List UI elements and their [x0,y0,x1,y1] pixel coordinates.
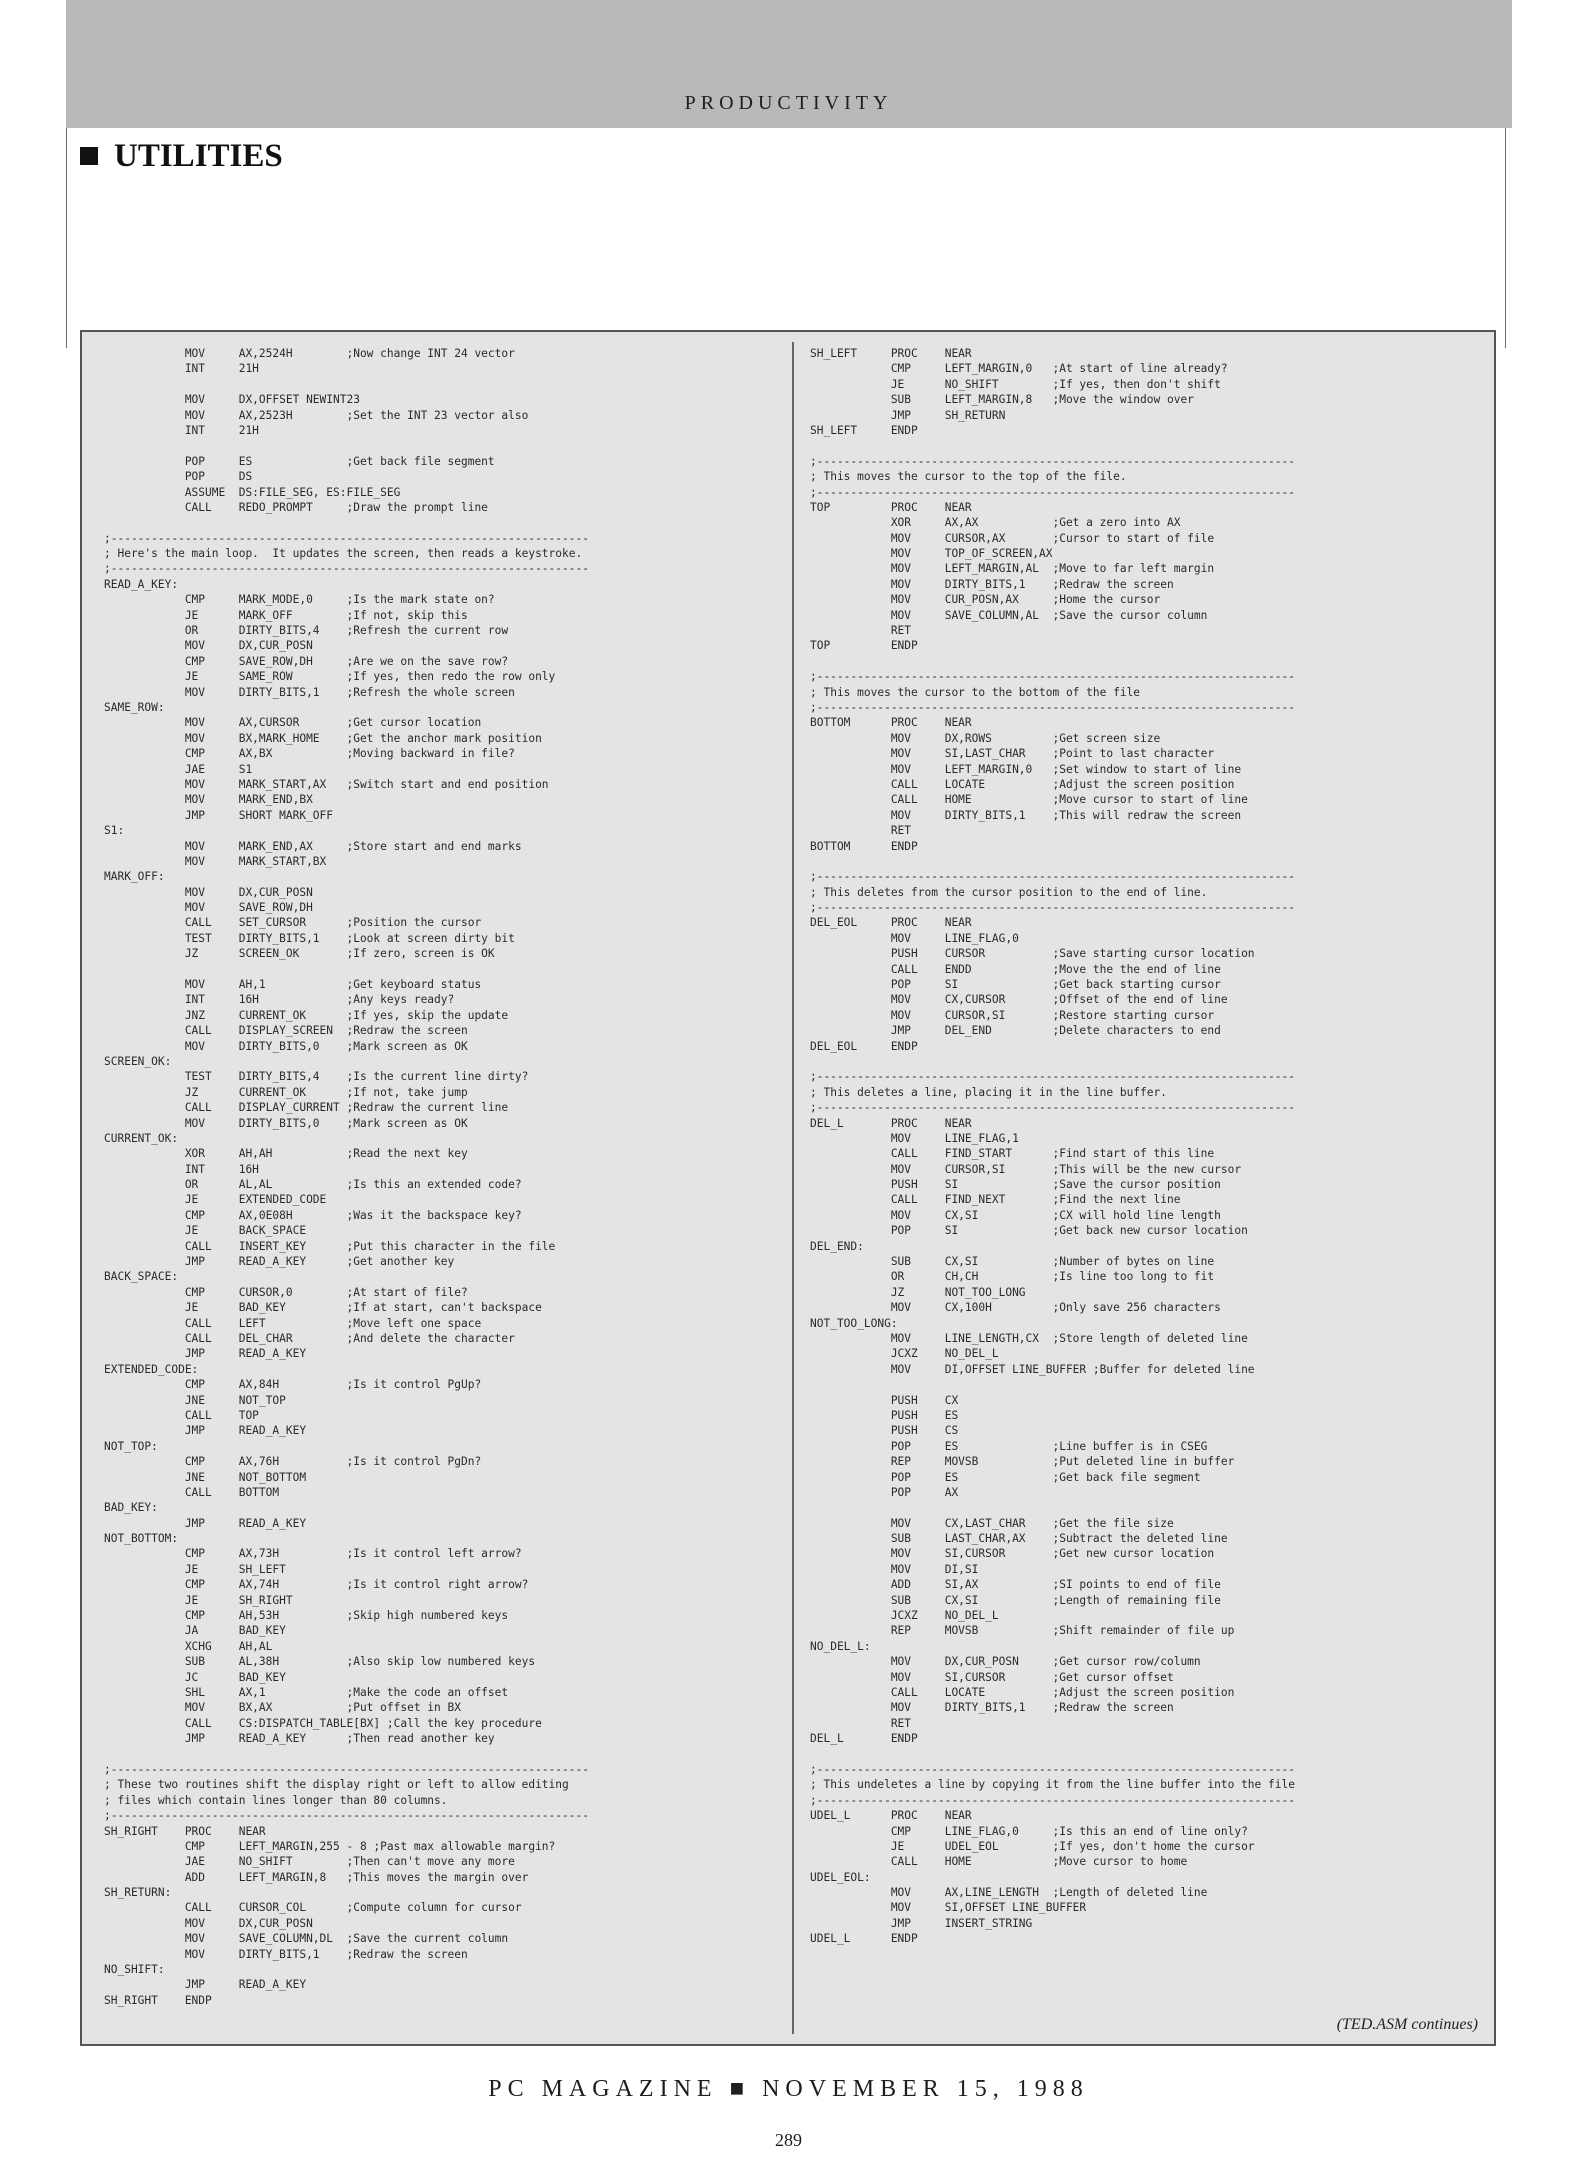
code-line: JMP SH_RETURN [810,408,1006,422]
code-line: MOV LINE_FLAG,0 [810,931,1019,945]
code-line: ; These two routines shift the display right or left to allow editing [104,1778,569,1792]
code-line: MOV DX,CUR_POSN [104,639,313,653]
code-line: CALL HOME ;Move cursor to home [810,1855,1188,1869]
code-line: CALL BOTTOM [104,1485,280,1499]
code-line: POP ES ;Get back file segment [810,1470,1201,1484]
code-line: MOV LINE_FLAG,1 [810,1131,1019,1145]
code-line [810,1500,1478,1515]
code-line: MOV AX,CURSOR ;Get cursor location [104,716,482,730]
code-line: MOV CX,SI ;CX will hold line length [810,1208,1221,1222]
code-line: JCXZ NO_DEL_L [810,1347,999,1361]
code-line: INT 21H [104,362,259,376]
code-line: SUB AL,38H ;Also skip low numbered keys [104,1655,536,1669]
code-line: ; files which contain lines longer than 80 columns. [104,1793,448,1807]
code-line: MOV BX,AX ;Put offset in BX [104,1701,461,1715]
code-line: TOP PROC NEAR [810,500,972,514]
code-line: ;----------------------------------------------------------------------- [810,670,1295,684]
code-line: UDEL_L ENDP [810,1932,918,1946]
code-line: JE SH_RIGHT [104,1593,293,1607]
code-line: MOV DI,OFFSET LINE_BUFFER ;Buffer for deleted line [810,1362,1255,1376]
code-line: SH_LEFT PROC NEAR [810,347,972,360]
code-line: MOV CURSOR,AX ;Cursor to start of file [810,531,1215,545]
code-line: PUSH SI ;Save the cursor position [810,1178,1221,1192]
code-line: ;----------------------------------------------------------------------- [810,485,1295,499]
code-line [810,438,1478,453]
code-line: MOV SI,OFFSET LINE_BUFFER [810,1901,1087,1915]
code-line: MOV DIRTY_BITS,1 ;This will redraw the screen [810,808,1242,822]
code-line: NO_SHIFT: [104,1963,165,1977]
code-line: SH_RIGHT ENDP [104,1993,212,2007]
page-frame-right [1505,128,1506,348]
code-line: JMP SHORT MARK_OFF [104,808,334,822]
code-line: JZ NOT_TOO_LONG [810,1285,1026,1299]
code-line: JE SH_LEFT [104,1562,286,1576]
code-line: XCHG AH,AL [104,1639,273,1653]
code-line: NOT_TOP: [104,1439,158,1453]
code-line: XOR AH,AH ;Read the next key [104,1147,468,1161]
code-line: ;----------------------------------------------------------------------- [810,1793,1295,1807]
code-line [104,515,772,530]
code-line: JAE NO_SHIFT ;Then can't move any more [104,1855,515,1869]
code-line: CMP AX,73H ;Is it control left arrow? [104,1547,522,1561]
code-line: EXTENDED_CODE: [104,1362,199,1376]
code-line: CMP AX,74H ;Is it control right arrow? [104,1578,529,1592]
code-line: INT 16H ;Any keys ready? [104,993,455,1007]
code-line: DEL_END: [810,1239,864,1253]
code-line: ;----------------------------------------------------------------------- [810,870,1295,884]
code-line: JZ SCREEN_OK ;If zero, screen is OK [104,947,495,961]
code-line: SHL AX,1 ;Make the code an offset [104,1685,509,1699]
code-line: PUSH CX [810,1393,959,1407]
code-line: OR AL,AL ;Is this an extended code? [104,1178,522,1192]
code-line: SUB CX,SI ;Number of bytes on line [810,1255,1215,1269]
code-line: MOV DX,CUR_POSN [104,885,313,899]
code-listing [80,330,1496,2046]
code-line: JMP INSERT_STRING [810,1916,1033,1930]
code-line: MOV MARK_END,BX [104,793,313,807]
code-line: ; This deletes a line, placing it in the line buffer. [810,1085,1167,1099]
heading-text: UTILITIES [114,137,283,174]
code-line: CURRENT_OK: [104,1131,179,1145]
code-line: MOV TOP_OF_SCREEN,AX [810,547,1053,561]
code-line: SUB LAST_CHAR,AX ;Subtract the deleted line [810,1532,1228,1546]
code-line: TEST DIRTY_BITS,1 ;Look at screen dirty bit [104,931,515,945]
code-line [104,962,772,977]
code-line: DEL_EOL ENDP [810,1039,918,1053]
code-line: SAME_ROW: [104,700,165,714]
code-line: DEL_EOL PROC NEAR [810,916,972,930]
code-line: MOV CX,LAST_CHAR ;Get the file size [810,1516,1174,1530]
code-line: MOV CX,100H ;Only save 256 characters [810,1301,1221,1315]
code-line [810,854,1478,869]
code-line: ; This undeletes a line by copying it from the line buffer into the file [810,1778,1295,1792]
code-line: ADD SI,AX ;SI points to end of file [810,1578,1221,1592]
code-line: MOV SI,CURSOR ;Get new cursor location [810,1547,1215,1561]
code-line: CALL LOCATE ;Adjust the screen position [810,1685,1235,1699]
code-line: ;----------------------------------------------------------------------- [810,1101,1295,1115]
code-line: ; This moves the cursor to the bottom of the file [810,685,1141,699]
code-line: MOV DIRTY_BITS,1 ;Refresh the whole screen [104,685,515,699]
code-line: CALL CS:DISPATCH_TABLE[BX] ;Call the key procedure [104,1716,542,1730]
code-line: CALL DISPLAY_CURRENT ;Redraw the current line [104,1101,509,1115]
code-line: JC BAD_KEY [104,1670,286,1684]
code-line: READ_A_KEY: [104,577,179,591]
code-line: JMP READ_A_KEY [104,1347,307,1361]
code-line: CALL DISPLAY_SCREEN ;Redraw the screen [104,1024,468,1038]
code-line: JMP READ_A_KEY [104,1516,307,1530]
code-line: MOV LINE_LENGTH,CX ;Store length of deleted line [810,1332,1248,1345]
code-line: ;----------------------------------------------------------------------- [104,562,589,576]
code-line: SUB LEFT_MARGIN,8 ;Move the window over [810,393,1194,407]
code-line: CMP LEFT_MARGIN,255 - 8 ;Past max allowable margin? [104,1839,556,1853]
code-line: REP MOVSB ;Put deleted line in buffer [810,1455,1235,1469]
code-line: ;----------------------------------------------------------------------- [104,531,589,545]
code-line [810,654,1478,669]
code-line: ; This deletes from the cursor position to the end of line. [810,885,1208,899]
code-line: JE UDEL_EOL ;If yes, don't home the cursor [810,1839,1255,1853]
code-line: MOV MARK_END,AX ;Store start and end marks [104,839,522,853]
code-line: CALL LEFT ;Move left one space [104,1316,482,1330]
code-line: MOV CURSOR,SI ;Restore starting cursor [810,1008,1215,1022]
continues-note: (TED.ASM continues) [1336,2016,1478,2033]
code-line: CALL LOCATE ;Adjust the screen position [810,777,1235,791]
code-line: BAD_KEY: [104,1501,158,1515]
code-line: POP ES ;Line buffer is in CSEG [810,1439,1208,1453]
code-line: ; Here's the main loop. It updates the screen, then reads a keystroke. [104,547,583,561]
code-line: POP DS [104,470,253,484]
code-line: MOV CURSOR,SI ;This will be the new cursor [810,1162,1242,1176]
code-line: JMP READ_A_KEY ;Then read another key [104,1732,495,1746]
code-line: PUSH CS [810,1424,959,1438]
code-line: JMP DEL_END ;Delete characters to end [810,1024,1221,1038]
code-line: MOV MARK_START,BX [104,854,327,868]
footer-publication: PC MAGAZINE ■ NOVEMBER 15, 1988 [488,2076,1089,2102]
code-line: MOV DIRTY_BITS,1 ;Redraw the screen [810,1701,1174,1715]
code-line: JA BAD_KEY [104,1624,286,1638]
code-line: BOTTOM PROC NEAR [810,716,972,730]
page-frame-left [66,128,67,348]
code-line: XOR AX,AX ;Get a zero into AX [810,516,1181,530]
code-line: CALL ENDD ;Move the the end of line [810,962,1221,976]
code-line: MOV CUR_POSN,AX ;Home the cursor [810,593,1161,607]
code-line: MOV DIRTY_BITS,1 ;Redraw the screen [104,1947,468,1961]
code-line: ;----------------------------------------------------------------------- [810,700,1295,714]
code-line: POP AX [810,1485,959,1499]
code-line: SH_RETURN: [104,1886,172,1900]
code-line: JE EXTENDED_CODE [104,1193,327,1207]
code-line: POP ES ;Get back file segment [104,454,495,468]
code-line: MOV SI,LAST_CHAR ;Point to last character [810,747,1215,761]
code-line: CMP AX,84H ;Is it control PgUp? [104,1378,482,1392]
code-line: CMP LEFT_MARGIN,0 ;At start of line already? [810,362,1228,376]
code-line: MOV DX,OFFSET NEWINT23 [104,393,360,407]
code-line: MOV SAVE_COLUMN,DL ;Save the current column [104,1932,509,1946]
code-line: SCREEN_OK: [104,1054,172,1068]
code-line: ;----------------------------------------------------------------------- [810,1070,1295,1084]
code-line: INT 16H [104,1162,259,1176]
code-line: UDEL_EOL: [810,1870,871,1884]
code-line: ADD LEFT_MARGIN,8 ;This moves the margin over [104,1870,529,1884]
code-line: JNE NOT_BOTTOM [104,1470,307,1484]
code-line: PUSH ES [810,1408,959,1422]
code-line: JNE NOT_TOP [104,1393,286,1407]
code-line: MOV AX,2523H ;Set the INT 23 vector also [104,408,529,422]
code-line: CALL CURSOR_COL ;Compute column for cursor [104,1901,522,1915]
code-line [104,1747,772,1762]
listing-left-column [104,346,772,2008]
code-line: JZ CURRENT_OK ;If not, take jump [104,1085,468,1099]
code-line: ; This moves the cursor to the top of the file. [810,470,1127,484]
code-line [810,1054,1478,1069]
code-line: CALL FIND_NEXT ;Find the next line [810,1193,1181,1207]
code-line: CMP AX,76H ;Is it control PgDn? [104,1455,482,1469]
code-line: MOV SI,CURSOR ;Get cursor offset [810,1670,1174,1684]
code-line: INT 21H [104,423,259,437]
code-line: MOV DX,CUR_POSN ;Get cursor row/column [810,1655,1201,1669]
code-line: SUB CX,SI ;Length of remaining file [810,1593,1221,1607]
code-line: JE BAD_KEY ;If at start, can't backspace [104,1301,542,1315]
code-line: MOV CX,CURSOR ;Offset of the end of line [810,993,1228,1007]
code-line: NOT_BOTTOM: [104,1532,179,1546]
code-line: CALL TOP [104,1408,259,1422]
code-line: CMP LINE_FLAG,0 ;Is this an end of line only? [810,1824,1248,1838]
code-line: DEL_L ENDP [810,1732,918,1746]
code-line: MOV AX,2524H ;Now change INT 24 vector [104,347,515,360]
code-line: RET [810,824,912,838]
code-line: MOV DX,CUR_POSN [104,1916,313,1930]
page-number: 289 [775,2130,802,2150]
code-line: JE NO_SHIFT ;If yes, then don't shift [810,377,1221,391]
code-line: TOP ENDP [810,639,918,653]
code-line: MOV DIRTY_BITS,1 ;Redraw the screen [810,577,1174,591]
code-line: ASSUME DS:FILE_SEG, ES:FILE_SEG [104,485,401,499]
code-line: RET [810,1716,912,1730]
bullet-square-icon [80,147,98,165]
code-line: ;----------------------------------------------------------------------- [810,454,1295,468]
code-line: POP SI ;Get back starting cursor [810,978,1221,992]
code-line [104,438,772,453]
code-line: PUSH CURSOR ;Save starting cursor location [810,947,1255,961]
code-line: MOV LEFT_MARGIN,0 ;Set window to start of line [810,762,1242,776]
code-line: SH_RIGHT PROC NEAR [104,1824,266,1838]
code-line: MOV SAVE_COLUMN,AL ;Save the cursor column [810,608,1208,622]
code-line: MARK_OFF: [104,870,165,884]
code-line: ;----------------------------------------------------------------------- [104,1762,589,1776]
code-line: JE MARK_OFF ;If not, skip this [104,608,468,622]
code-line: MOV MARK_START,AX ;Switch start and end position [104,777,549,791]
listing-right-column [810,346,1478,1947]
code-line: CALL REDO_PROMPT ;Draw the prompt line [104,500,488,514]
code-line: CALL FIND_START ;Find start of this line [810,1147,1215,1161]
code-line [810,1747,1478,1762]
code-line: OR CH,CH ;Is line too long to fit [810,1270,1215,1284]
code-line: UDEL_L PROC NEAR [810,1809,972,1823]
code-line: CMP CURSOR,0 ;At start of file? [104,1285,468,1299]
section-label: PRODUCTIVITY [684,92,893,114]
code-line: CMP MARK_MODE,0 ;Is the mark state on? [104,593,495,607]
code-line: CALL HOME ;Move cursor to start of line [810,793,1248,807]
code-line: BOTTOM ENDP [810,839,918,853]
code-line: ;----------------------------------------------------------------------- [810,1762,1295,1776]
code-line: OR DIRTY_BITS,4 ;Refresh the current row [104,624,509,638]
code-line: JAE S1 [104,762,253,776]
code-line: S1: [104,824,125,838]
code-line: MOV SAVE_ROW,DH [104,901,313,915]
code-line: MOV AH,1 ;Get keyboard status [104,978,482,992]
column-divider [792,342,794,2034]
code-line: MOV BX,MARK_HOME ;Get the anchor mark position [104,731,542,745]
code-line [810,1377,1478,1392]
code-line: POP SI ;Get back new cursor location [810,1224,1248,1238]
code-line: CMP SAVE_ROW,DH ;Are we on the save row? [104,654,509,668]
code-line: JE SAME_ROW ;If yes, then redo the row only [104,670,556,684]
code-line: MOV LEFT_MARGIN,AL ;Move to far left margin [810,562,1215,576]
code-line: JMP READ_A_KEY ;Get another key [104,1255,455,1269]
code-line: CALL DEL_CHAR ;And delete the character [104,1332,515,1345]
code-line: REP MOVSB ;Shift remainder of file up [810,1624,1235,1638]
code-line: JNZ CURRENT_OK ;If yes, skip the update [104,1008,509,1022]
code-line: TEST DIRTY_BITS,4 ;Is the current line dirty? [104,1070,529,1084]
code-line: DEL_L PROC NEAR [810,1116,972,1130]
code-line: CMP AH,53H ;Skip high numbered keys [104,1609,509,1623]
code-line: NO_DEL_L: [810,1639,871,1653]
code-line: SH_LEFT ENDP [810,423,918,437]
code-line: ;----------------------------------------------------------------------- [104,1809,589,1823]
code-line: RET [810,624,912,638]
page-heading [80,136,283,176]
code-line: JMP READ_A_KEY [104,1424,307,1438]
code-line: CALL INSERT_KEY ;Put this character in the file [104,1239,556,1253]
code-line: MOV DIRTY_BITS,0 ;Mark screen as OK [104,1116,468,1130]
code-line: JE BACK_SPACE [104,1224,307,1238]
code-line: MOV DIRTY_BITS,0 ;Mark screen as OK [104,1039,468,1053]
code-line: BACK_SPACE: [104,1270,179,1284]
code-line: JCXZ NO_DEL_L [810,1609,999,1623]
code-line: ;----------------------------------------------------------------------- [810,901,1295,915]
code-line: MOV DX,ROWS ;Get screen size [810,731,1161,745]
code-line [104,377,772,392]
code-line: CALL SET_CURSOR ;Position the cursor [104,916,482,930]
code-line: CMP AX,BX ;Moving backward in file? [104,747,515,761]
code-line: MOV DI,SI [810,1562,979,1576]
code-line: MOV AX,LINE_LENGTH ;Length of deleted line [810,1886,1208,1900]
code-line: JMP READ_A_KEY [104,1978,307,1992]
code-line: CMP AX,0E08H ;Was it the backspace key? [104,1208,522,1222]
code-line: NOT_TOO_LONG: [810,1316,898,1330]
